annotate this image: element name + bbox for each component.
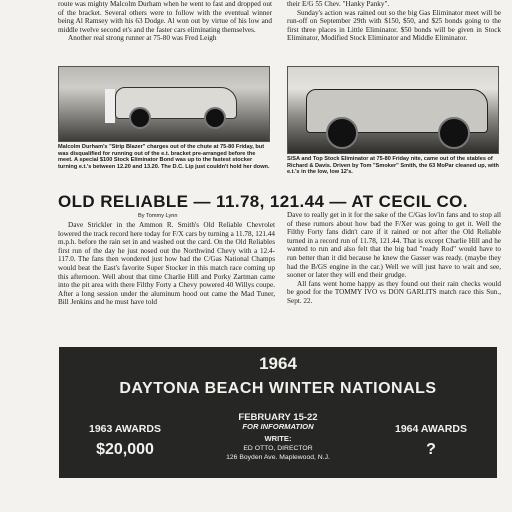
ad-awards-1963	[65, 423, 185, 459]
wheel-shape	[438, 117, 470, 149]
starter-figure	[105, 89, 115, 123]
article-paragraph: All fans went home happy as they found out their rain checks would be good for the TOMMY IVO vs DON GARLITS match race this Sun., Sept. 22.	[287, 279, 501, 305]
photo-caption-left: Malcolm Durham's "Strip Blazer" charges out of the chute at 75-80 Friday, but was disqualified for running out of the e.t. bracket pre-arranged before the meet. A special $100 Stock Eliminator Bond was up to the fastest stocker turning e.t.'s between 12.20 and 13.20. The D.C. Lip just couldn't hold her down.	[58, 144, 270, 170]
dragster-photo-right	[287, 66, 499, 154]
daytona-advertisement	[59, 347, 497, 478]
top-right-column	[287, 0, 501, 43]
article-left-column	[58, 221, 275, 307]
ad-year: 1964	[259, 354, 297, 373]
article-paragraph: Dave to really get in it for the sake of the C/Gas lov'in fans and to stop all of these rumors about how bad the F/Xer was going to get it. Well the Filthy Forty fans didn't care if it rained or not after the Old Reliable turned in a record run of 11.78, 121.44. That is except Charlie Hill and he wanted to run and also felt that the big bad "ready Rod" would have to run better than it did because he knew the Gasser was ready. (maybe they had the B/GS engine in the car.) Well we will just have to wait and see, sooner or later they will end their grudge.	[287, 211, 501, 280]
ad-awards-label: 1964 AWARDS	[395, 423, 467, 435]
ad-director: ED OTTO, DIRECTOR	[243, 444, 313, 452]
ad-awards-amount: $20,000	[96, 441, 154, 458]
ad-awards-label: 1963 AWARDS	[89, 423, 161, 435]
ad-address: 126 Boyden Ave. Maplewood, N.J.	[226, 453, 330, 461]
top-left-paragraph: route was mighty Malcolm Durham when he went to fast and dropped out of the bracket. Several others were to follow with the eventual winner being Al Ramsey with his 63 Dodge. Al won out by virtue of his low and middle twelve second et's and the faster cars eliminating themselves.	[58, 0, 272, 34]
wheel-shape	[129, 107, 151, 129]
top-left-column	[58, 0, 272, 43]
ad-title: DAYTONA BEACH WINTER NATIONALS	[119, 380, 437, 397]
ad-write-label: WRITE:	[264, 434, 292, 444]
ad-dates: FEBRUARY 15-22	[238, 412, 318, 423]
photo-caption-right: S/SA and Top Stock Eliminator at 75-80 Friday nite, came out of the stables of Richard & Davis. Driven by Tom "Smoker" Smith, the 63 MoPar cleaned up, with e.t.'s in the low, low 12's.	[287, 156, 499, 176]
top-right-paragraph: Sunday's action was rained out so the big Gas Eliminator meet will be run-off on September 29th with $150, $50, and $25 bonds going to the first three places in Little Eliminator. $50 bonds will be given in Stock Eliminator, Modified Stock Eliminator and Middle Eliminator.	[287, 8, 501, 43]
article-headline: OLD RELIABLE — 11.78, 121.44 — AT CECIL CO.	[58, 192, 468, 211]
top-right-paragraph: their E/G 55 Chev. "Hanky Panky".	[287, 0, 390, 8]
wheel-shape	[326, 117, 358, 149]
article-paragraph: Dave Strickler in the Ammon R. Smith's Old Reliable Chevrolet lowered the track record here today for F/X cars by turning a 11.78, 121.44 m.p.h. before the rain set in and washed out the card. On the Old Reliables first run of the day he just nosed out the Northwind Chevy with a 12.4-117.0. The fans then wondered just how bad the C/Gas National Champs would beat the East's favorite Super Stocker in this match race coming up this afternoon. Well about that time Charlie Hill and Porky Zartman came into the pit area with there Filthy Forty a Chevy powered 40 Willys coupe. After a long session under the aluminum hood out came the Mad Tuner, Bill Jenkins and he must have told	[58, 221, 275, 307]
ad-awards-amount: ?	[426, 441, 436, 458]
wheel-shape	[204, 107, 226, 129]
ad-awards-1964	[371, 423, 491, 459]
ad-contact-info	[199, 413, 357, 462]
ad-info-label: FOR INFORMATION	[242, 422, 314, 432]
article-right-column	[287, 211, 501, 306]
article-byline: By Tommy Lynn	[138, 213, 178, 219]
top-left-paragraph: Another real strong runner at 75-80 was Fred Leigh	[68, 34, 217, 43]
dragster-photo-left	[58, 66, 270, 142]
